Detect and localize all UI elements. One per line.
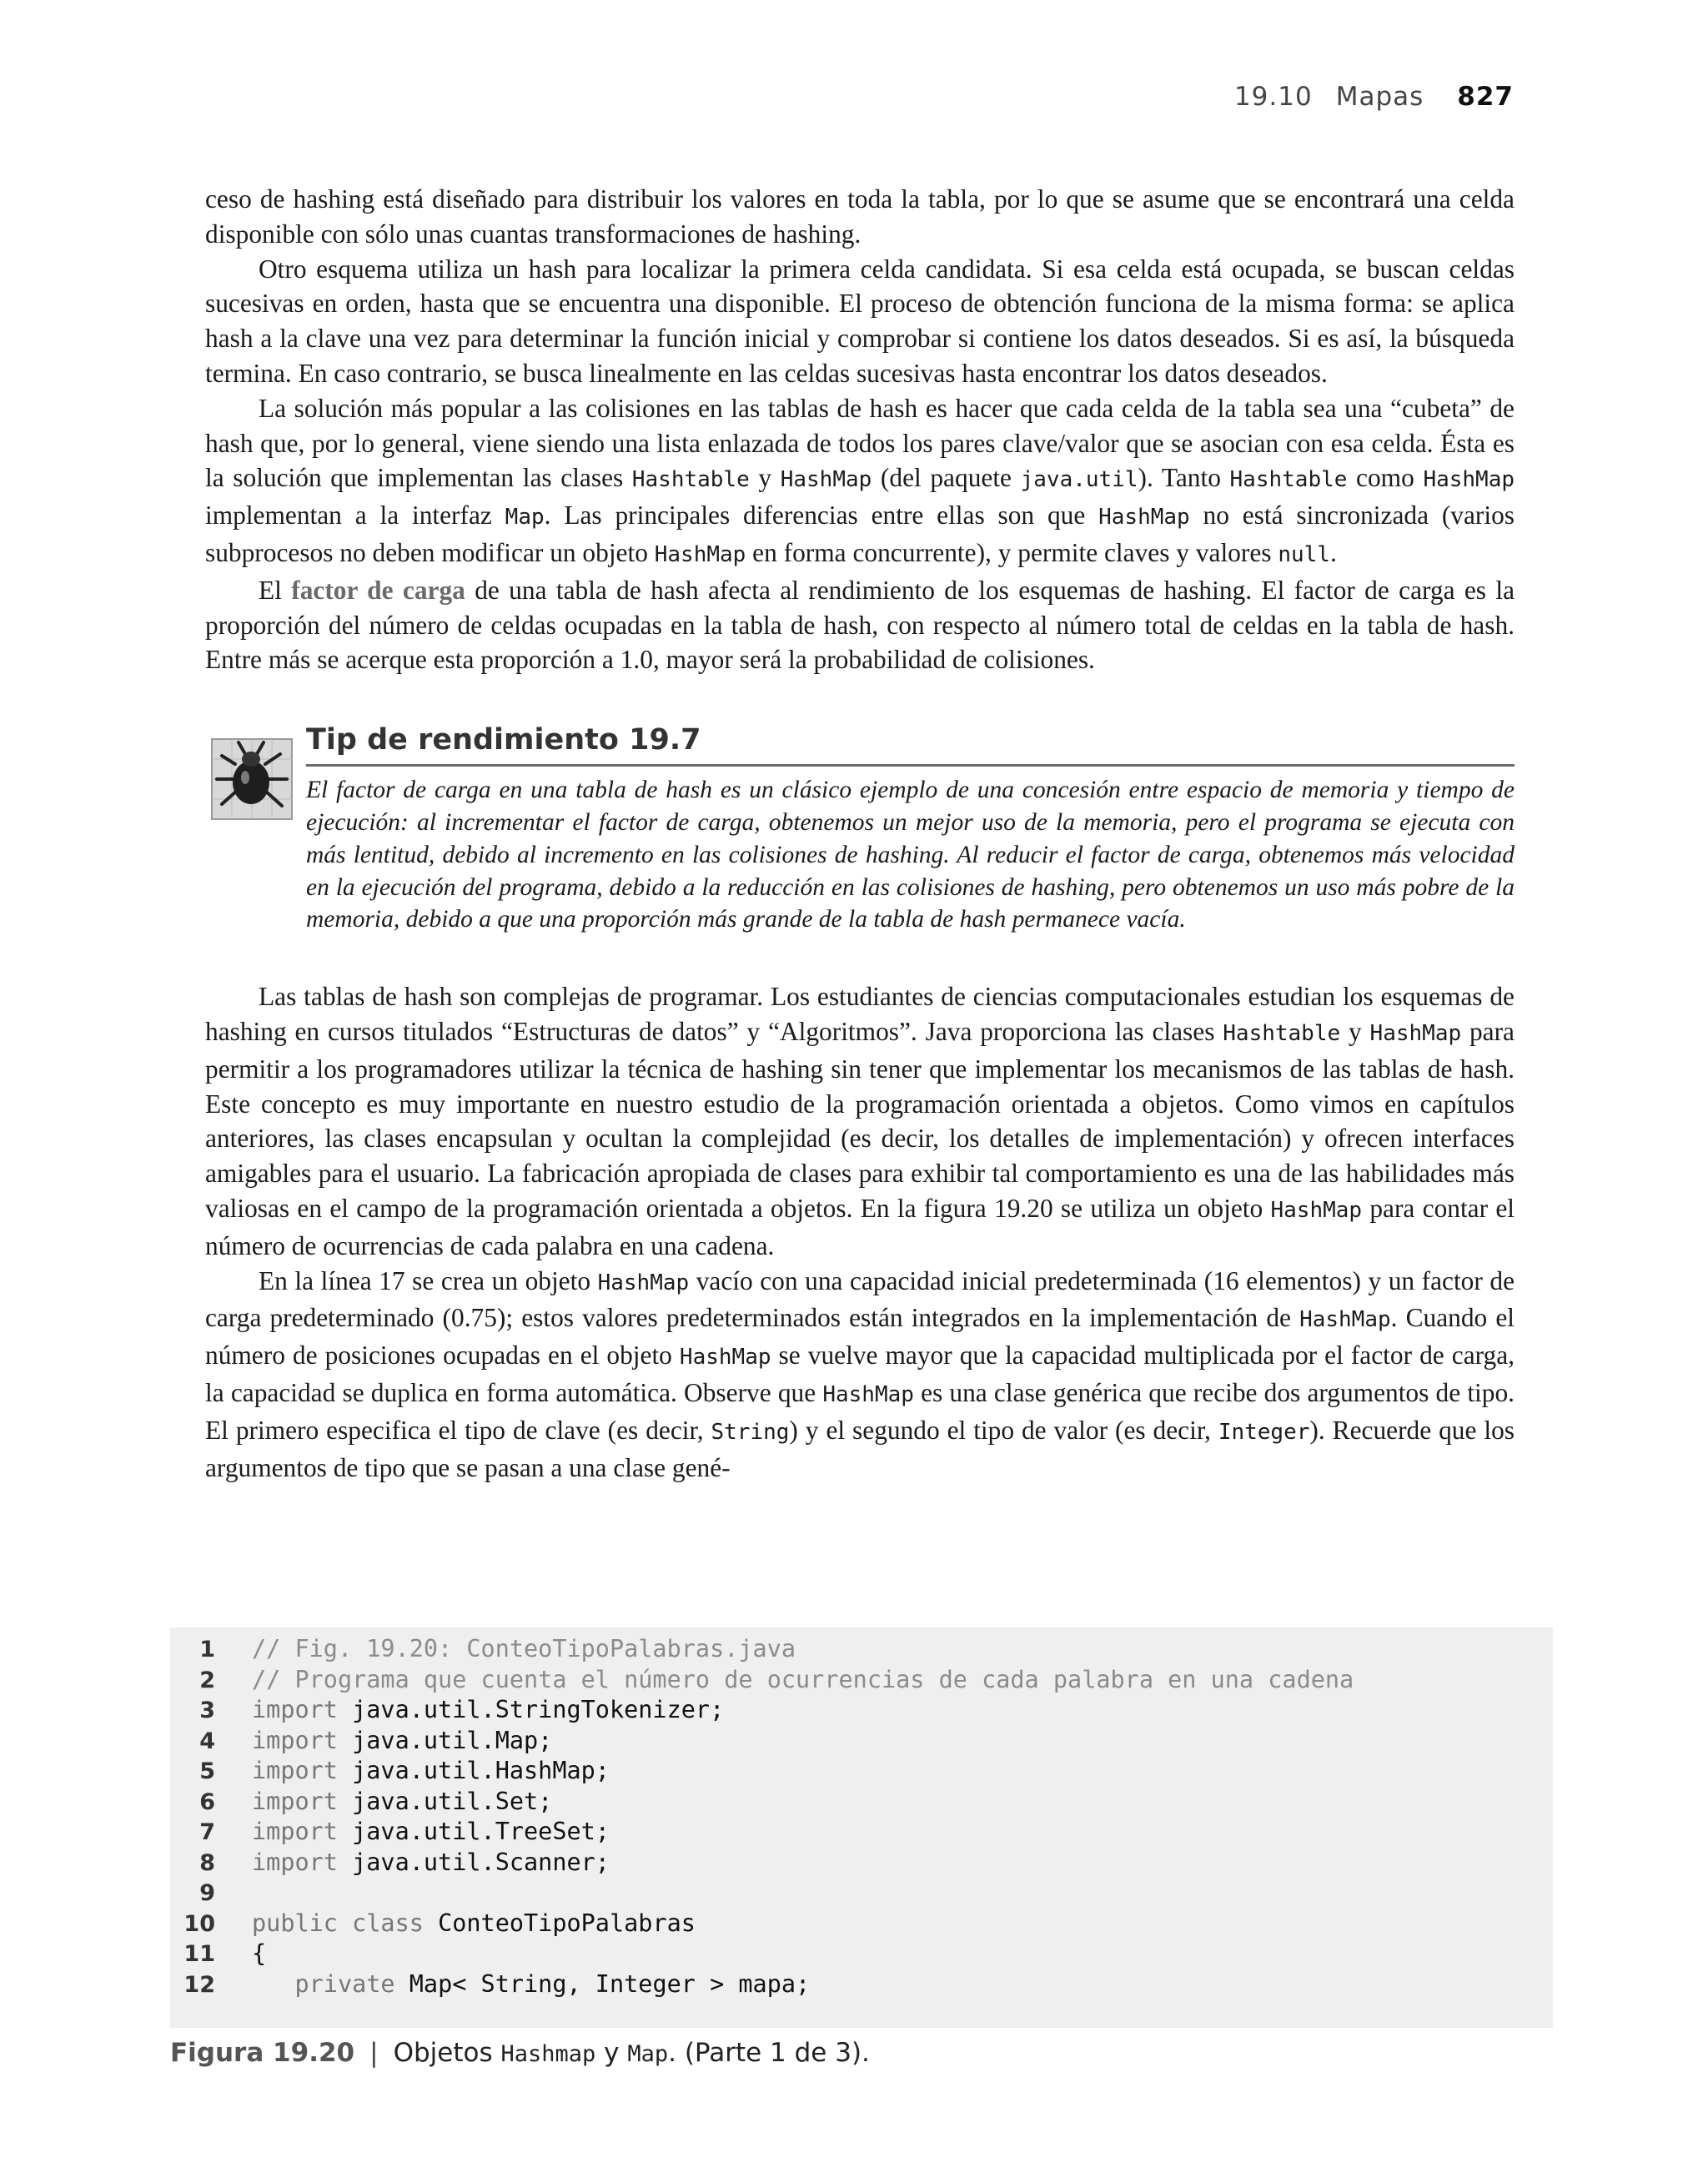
line-number: 1 xyxy=(199,1637,215,1662)
code-text: // Fig. 19.20: ConteoTipoPalabras.java xyxy=(252,1635,796,1662)
code-line xyxy=(170,1878,1553,1909)
paragraph: Otro esquema utiliza un hash para localizar la primera celda candidata. Si esa celda está ocupada, se buscan celdas sucesivas en orden, hasta que se encuentra una disponible. El proceso de obtención funciona de la misma forma: se aplica hash a la clave una vez para determinar la función inicial y comprobar si contiene los datos deseados. Si es así, la búsqueda termina. En caso contrario, se busca linealmente en las celdas sucesivas hasta encontrar los datos deseados. xyxy=(205,254,1515,388)
line-number: 10 xyxy=(183,1910,215,1937)
code-line xyxy=(170,1665,1553,1696)
code-text: import java.util.Set; xyxy=(252,1787,553,1815)
code-listing xyxy=(170,1627,1553,2028)
code-line xyxy=(170,1787,1553,1818)
section-number: 19.10 xyxy=(1233,82,1313,112)
figure-number: Figura 19.20 xyxy=(170,2038,355,2068)
section-title: Mapas xyxy=(1335,82,1424,112)
paragraph: Las tablas de hash son complejas de programar. Los estudiantes de ciencias computacionales estudian los esquemas de hashing en cursos titulados “Estructuras de datos” y “Algoritmos”. Java proporciona las clases Hashtable y HashMap para permitir a los programadores utilizar la técnica de hashing sin tener que implementar los mecanismos de las tablas de hash. Este concepto es muy importante en nuestro estudio de la programación orientada a objetos. Como vimos en capítulos anteriores, las clases encapsulan y ocultan la complejidad (es decir, los detalles de implementación) y ofrecen interfaces amigables para el usuario. La fabricación apropiada de clases para exhibir tal comportamiento es una de las habilidades más valiosas en el campo de la programación orientada a objetos. En la figura 19.20 se utiliza un objeto HashMap para contar el número de ocurrencias de cada palabra en una cadena. xyxy=(205,982,1515,1260)
paragraph: El factor de carga de una tabla de hash afecta al rendimiento de los esquemas de hashing. El factor de carga es la proporción del número de celdas ocupadas en la tabla de hash, con respecto al número total de celdas en la tabla de hash. Entre más se acerque esta proporción a 1.0, mayor será la probabilidad de colisiones. xyxy=(205,575,1515,675)
line-number: 6 xyxy=(199,1788,215,1815)
code-text: { xyxy=(252,1939,267,1967)
tip-title: Tip de rendimiento 19.7 xyxy=(306,721,1515,767)
code-lines xyxy=(170,1634,1553,1999)
code-text: import java.util.StringTokenizer; xyxy=(252,1696,725,1723)
line-number: 12 xyxy=(183,1971,215,1998)
code-line xyxy=(170,1848,1553,1879)
bug-magnifier-icon xyxy=(210,736,294,822)
performance-tip xyxy=(205,721,1515,939)
line-number: 5 xyxy=(199,1758,215,1784)
tip-text: El factor de carga en una tabla de hash es un clásico ejemplo de una concesión entre espacio de memoria y tiempo de ejecución: al incrementar el factor de carga, obtenemos un mejor uso de la memoria, pero el programa se ejecuta con más lentitud, debido al incremento en las colisiones de hashing. Al reducir el factor de carga, obtenemos más velocidad en la ejecución del programa, debido a la reducción en las colisiones de hashing, pero obtenemos un uso más pobre de la memoria, debido a que una proporción más grande de la tabla de hash permanece vacía. xyxy=(306,777,1515,933)
line-number: 2 xyxy=(199,1667,215,1693)
line-number: 7 xyxy=(199,1819,215,1845)
paragraph: La solución más popular a las colisiones en las tablas de hash es hacer que cada celda de la tabla sea una “cubeta” de hash que, por lo general, viene siendo una lista enlazada de todos los pares clave/valor que se asocian con esa celda. Ésta es la solución que implementan las clases Hashtable y HashMap (del paquete java.util). Tanto Hashtable como HashMap implementan a la interfaz Map. Las principales diferencias entre ellas son que HashMap no está sincronizada (varios subprocesos no deben modificar un objeto HashMap en forma concurrente), y permite claves y valores null. xyxy=(205,393,1515,567)
code-text: import java.util.HashMap; xyxy=(252,1757,610,1784)
caption-separator: | xyxy=(369,2038,379,2068)
code-line xyxy=(170,1756,1553,1787)
line-number: 4 xyxy=(199,1728,215,1754)
running-header xyxy=(1234,82,1514,112)
line-number: 3 xyxy=(199,1698,215,1723)
code-text: public class ConteoTipoPalabras xyxy=(252,1909,696,1937)
paragraph: ceso de hashing está diseñado para distribuir los valores en toda la tabla, por lo que se asume que se encontrará una celda disponible con sólo unas cuantas transformaciones de hashing. xyxy=(205,184,1515,249)
body-text xyxy=(205,182,1515,1485)
code-text: import java.util.Scanner; xyxy=(252,1848,610,1876)
code-text: import java.util.Map; xyxy=(252,1726,553,1754)
code-text: // Programa que cuenta el número de ocurrencias de cada palabra en una cadena xyxy=(252,1665,1354,1693)
line-number: 11 xyxy=(183,1941,215,1967)
code-line xyxy=(170,1695,1553,1726)
code-text: import java.util.TreeSet; xyxy=(252,1818,610,1845)
key-term: factor de carga xyxy=(291,575,465,605)
code-line xyxy=(170,1634,1553,1665)
code-text: private Map< String, Integer > mapa; xyxy=(252,1969,811,1998)
code-line xyxy=(170,1969,1553,2000)
code-line xyxy=(170,1909,1553,1939)
code-line xyxy=(170,1726,1553,1757)
page-number: 827 xyxy=(1457,82,1514,112)
code-line xyxy=(170,1817,1553,1848)
code-line xyxy=(170,1939,1553,1969)
line-number: 8 xyxy=(199,1849,215,1876)
paragraph: En la línea 17 se crea un objeto HashMap vacío con una capacidad inicial predeterminada (16 elementos) y un factor de carga predeterminado (0.75); estos valores predeterminados están integrados en la implementación de HashMap. Cuando el número de posiciones ocupadas en el objeto HashMap se vuelve mayor que la capacidad multiplicada por el factor de carga, la capacidad se duplica en forma automática. Observe que HashMap es una clase genérica que recibe dos argumentos de tipo. El primero especifica el tipo de clave (es decir, String) y el segundo el tipo de valor (es decir, Integer). Recuerde que los argumentos de tipo que se pasan a una clase gené- xyxy=(205,1265,1515,1482)
figure-caption: Figura 19.20 | Objetos Hashmap y Map. (Parte 1 de 3). xyxy=(170,2038,870,2068)
line-number: 9 xyxy=(199,1880,215,1906)
